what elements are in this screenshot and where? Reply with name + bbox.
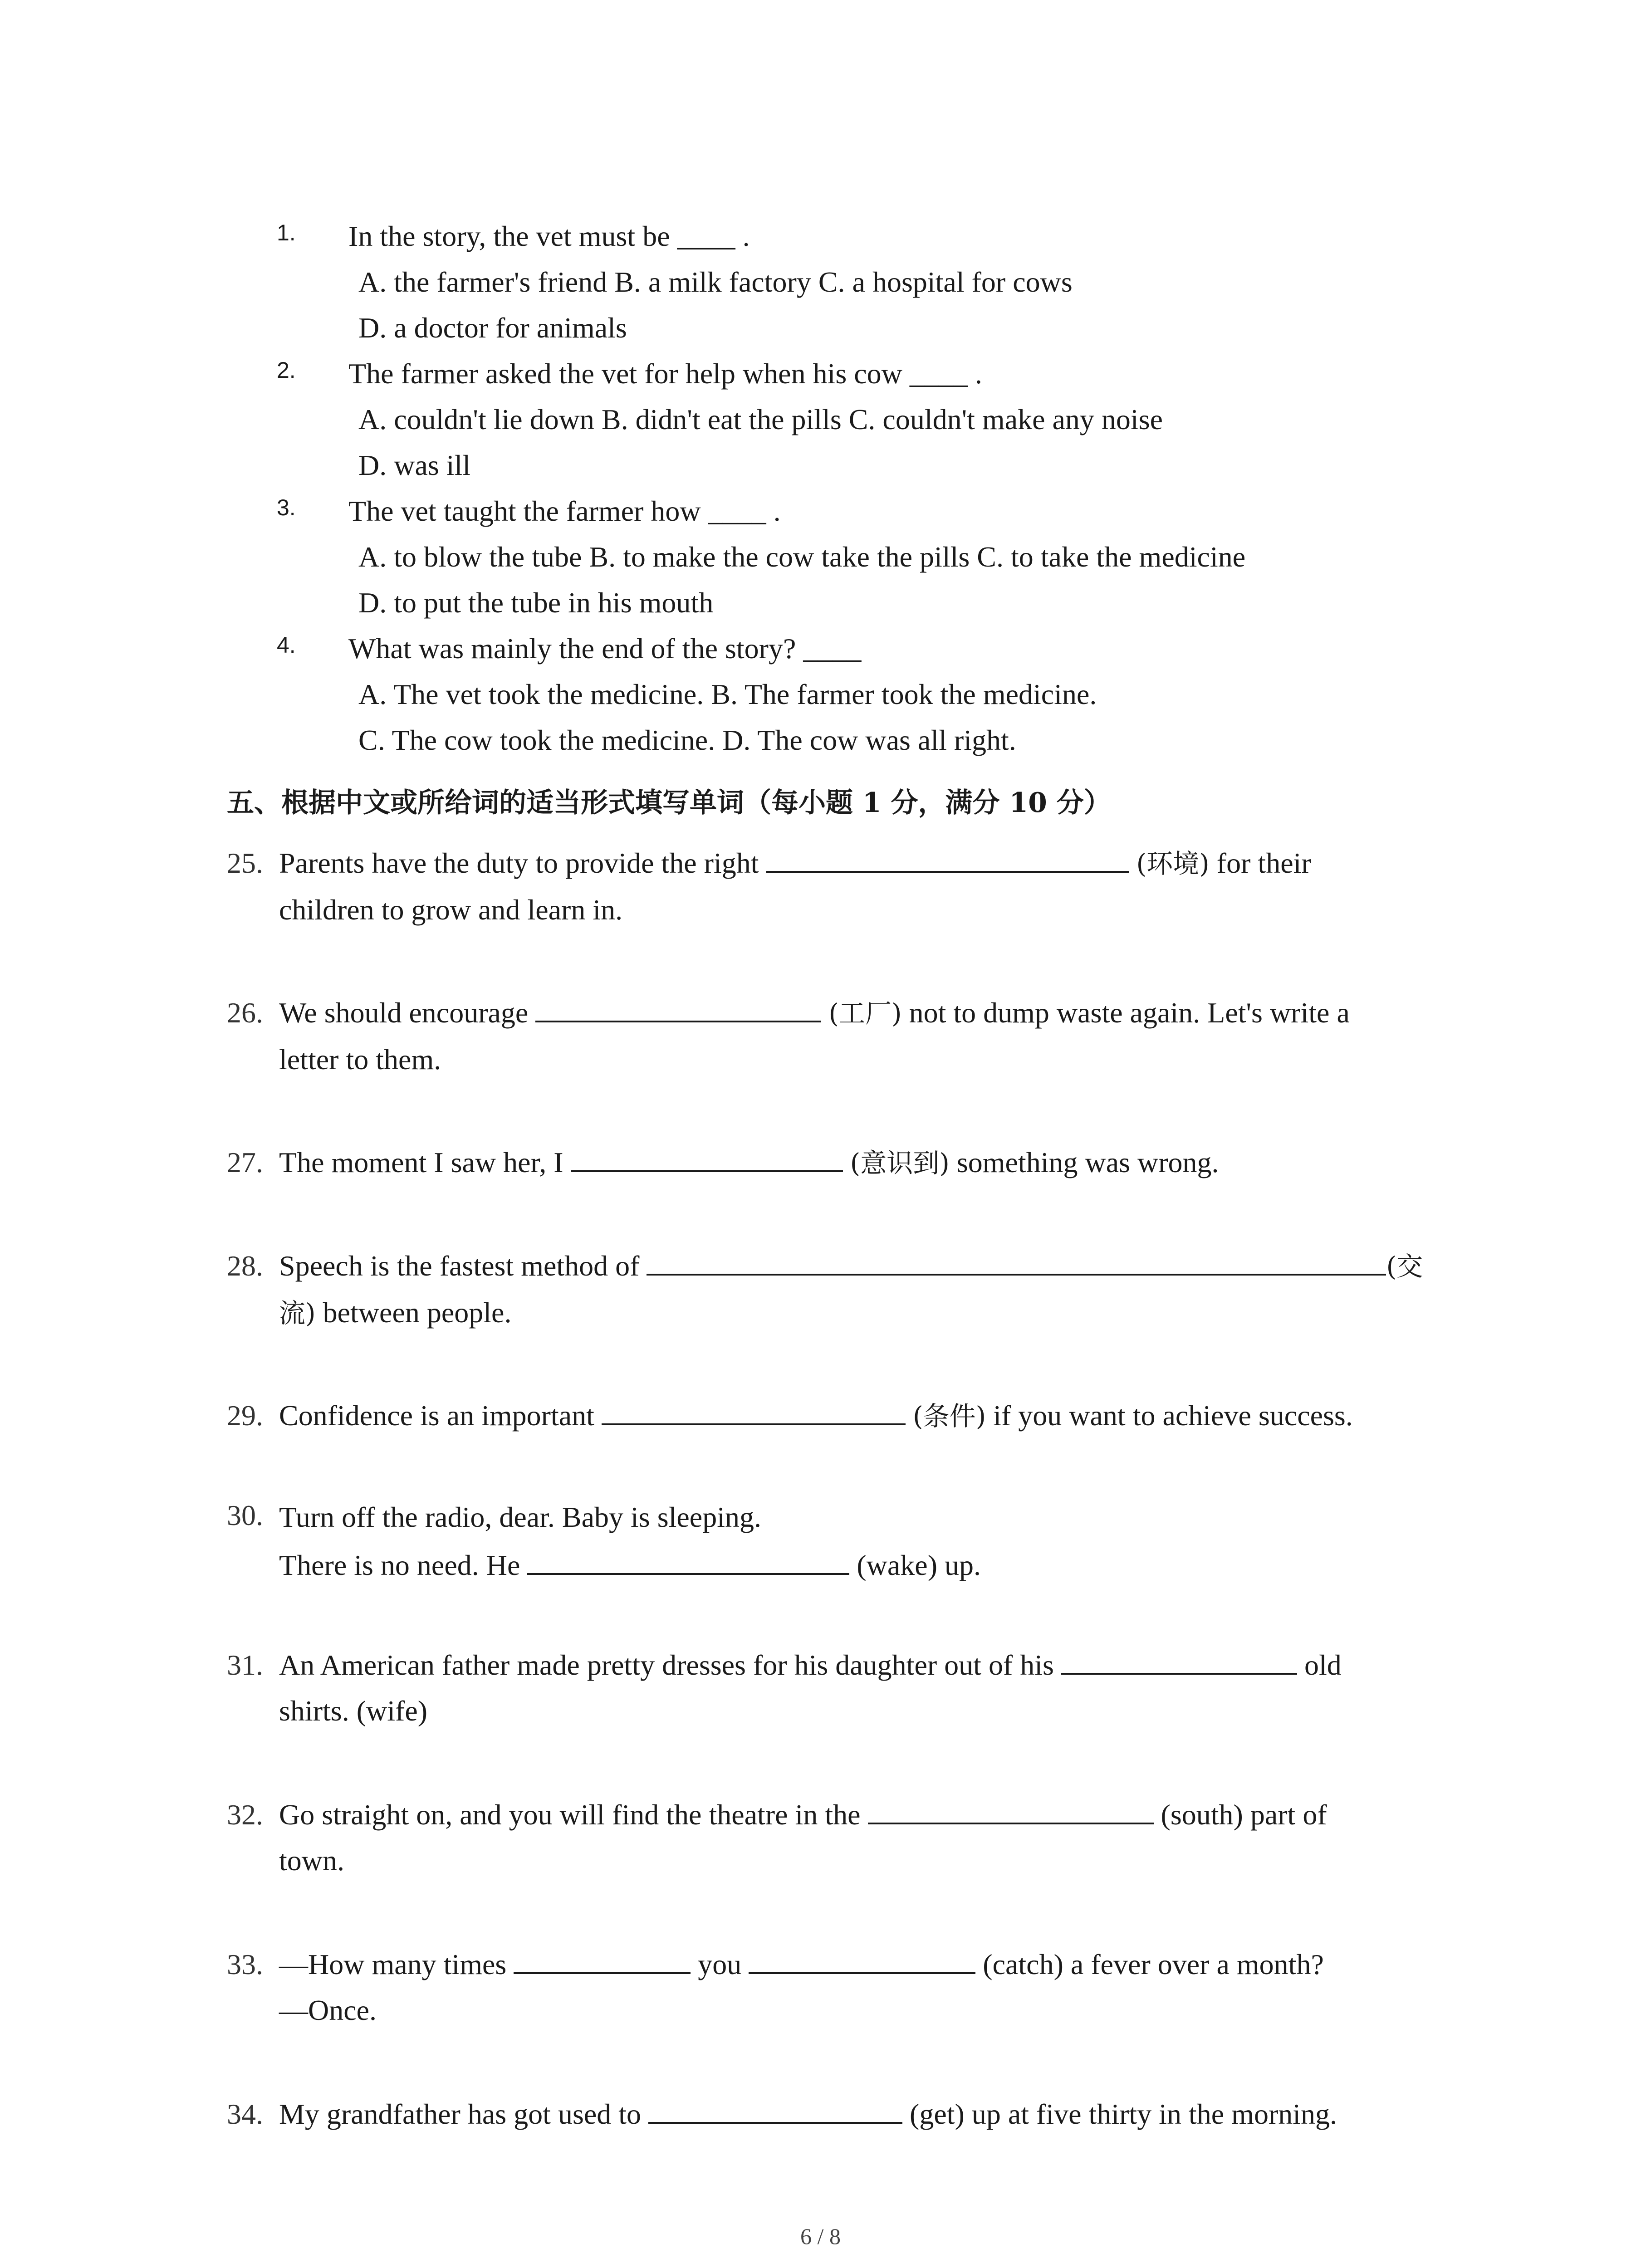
question-line: [279, 1542, 1474, 1588]
question-number: 2.: [277, 357, 296, 383]
question-line: [279, 1243, 1474, 1290]
answer-blank[interactable]: [535, 993, 821, 1022]
question-number: 3.: [277, 495, 296, 520]
fill-question-30: [227, 1492, 1474, 1588]
question-text: old: [1304, 1649, 1342, 1681]
question-line: [279, 2091, 1474, 2137]
question-text: if you want to achieve success.: [993, 1399, 1353, 1432]
fill-question-34: [227, 2091, 1474, 2137]
question-text: Go straight on, and you will find the theatre in the: [279, 1799, 861, 1831]
question-number: 31.: [227, 1649, 263, 1681]
question-number: 33.: [227, 1948, 263, 1980]
hint-text: (工厂): [828, 998, 902, 1029]
answer-options: D. a doctor for animals: [358, 312, 627, 344]
question-item: [277, 488, 1502, 626]
question-line: letter to them.: [279, 1043, 441, 1075]
answer-blank[interactable]: [749, 1945, 975, 1974]
answer-blank[interactable]: [648, 2095, 902, 2124]
hint-text: (条件): [912, 1401, 986, 1432]
fill-question-25: [227, 840, 1474, 933]
question-line: town.: [279, 1844, 344, 1877]
question-line: Turn off the radio, dear. Baby is sleeping.: [279, 1501, 761, 1533]
answer-options: D. to put the tube in his mouth: [358, 587, 714, 619]
answer-blank[interactable]: [527, 1546, 849, 1575]
fill-question-32: [227, 1792, 1474, 1883]
question-text: Parents have the duty to provide the right: [279, 847, 759, 879]
question-text: We should encourage: [279, 997, 529, 1029]
question-number: 29.: [227, 1399, 263, 1432]
question-item: [277, 626, 1502, 763]
question-text: (catch) a fever over a month?: [983, 1948, 1324, 1980]
fill-question-29: [227, 1393, 1474, 1439]
question-line: [279, 990, 1474, 1036]
question-number: 34.: [227, 2098, 263, 2130]
question-text: —How many times: [279, 1948, 507, 1980]
fill-question-33: [227, 1941, 1474, 2033]
question-line: —Once.: [279, 1994, 377, 2026]
question-text: (wake) up.: [857, 1549, 981, 1581]
question-number: 28.: [227, 1250, 263, 1282]
answer-blank[interactable]: [766, 844, 1129, 873]
question-line: [279, 1393, 1474, 1439]
fill-question-26: [227, 990, 1474, 1082]
question-stem: The vet taught the farmer how ____ .: [348, 495, 781, 527]
question-stem: In the story, the vet must be ____ .: [348, 220, 750, 252]
question-number: 25.: [227, 847, 263, 879]
answer-options: C. The cow took the medicine. D. The cow was all right.: [358, 724, 1016, 756]
question-item: [277, 213, 1502, 351]
question-text: not to dump waste again. Let's write a: [909, 997, 1350, 1029]
hint-text: (交: [1386, 1251, 1423, 1282]
question-number: 27.: [227, 1146, 263, 1178]
fill-question-27: [227, 1139, 1474, 1186]
question-text: (get) up at five thirty in the morning.: [910, 2098, 1337, 2130]
question-stem: What was mainly the end of the story? ____: [348, 632, 862, 665]
fill-question-28: [227, 1243, 1474, 1336]
question-text: Speech is the fastest method of: [279, 1250, 640, 1282]
question-text: Confidence is an important: [279, 1399, 594, 1432]
fill-question-31: [227, 1642, 1474, 1734]
answer-options: A. couldn't lie down B. didn't eat the pills C. couldn't make any noise: [358, 403, 1163, 435]
question-line: [279, 1941, 1474, 1987]
reading-questions: [277, 213, 1502, 763]
hint-text: (环境): [1136, 848, 1210, 879]
answer-options: A. the farmer's friend B. a milk factory C. a hospital for cows: [358, 266, 1073, 298]
answer-blank[interactable]: [514, 1945, 691, 1974]
question-number: 26.: [227, 997, 263, 1029]
question-line: [279, 1642, 1474, 1688]
question-number: 32.: [227, 1799, 263, 1831]
answer-blank[interactable]: [602, 1396, 906, 1425]
question-text: you: [698, 1948, 742, 1980]
question-stem: The farmer asked the vet for help when his cow ____ .: [348, 357, 982, 390]
hint-text: (意识到): [850, 1148, 950, 1178]
question-text: for their: [1216, 847, 1311, 879]
hint-text: 流): [279, 1298, 316, 1329]
question-line: [279, 1139, 1474, 1186]
question-number: 1.: [277, 220, 296, 245]
question-number: 4.: [277, 632, 296, 658]
question-text: An American father made pretty dresses for his daughter out of his: [279, 1649, 1054, 1681]
question-line: shirts. (wife): [279, 1695, 428, 1727]
question-text: My grandfather has got used to: [279, 2098, 642, 2130]
answer-options: A. to blow the tube B. to make the cow take the pills C. to take the medicine: [358, 541, 1246, 573]
question-line: [279, 840, 1474, 887]
answer-blank[interactable]: [571, 1143, 843, 1172]
question-line: children to grow and learn in.: [279, 894, 623, 926]
answer-blank[interactable]: [868, 1795, 1154, 1824]
question-item: [277, 351, 1502, 488]
question-number: 30.: [227, 1499, 263, 1531]
answer-blank[interactable]: [1061, 1646, 1297, 1675]
question-text: There is no need. He: [279, 1549, 520, 1581]
question-line: [279, 1792, 1474, 1838]
question-text: The moment I saw her, I: [279, 1146, 563, 1178]
question-text: (south) part of: [1161, 1799, 1327, 1831]
question-text: between people.: [323, 1296, 512, 1329]
question-text: something was wrong.: [956, 1146, 1219, 1178]
answer-options: A. The vet took the medicine. B. The farmer took the medicine.: [358, 678, 1097, 710]
answer-blank[interactable]: [647, 1246, 1386, 1276]
section-heading: 五、根据中文或所给词的适当形式填写单词（每小题 1 分，满分 10 分）: [227, 787, 1111, 819]
answer-options: D. was ill: [358, 449, 471, 481]
page-number: 6 / 8: [800, 2224, 841, 2249]
question-line: [279, 1290, 1474, 1336]
